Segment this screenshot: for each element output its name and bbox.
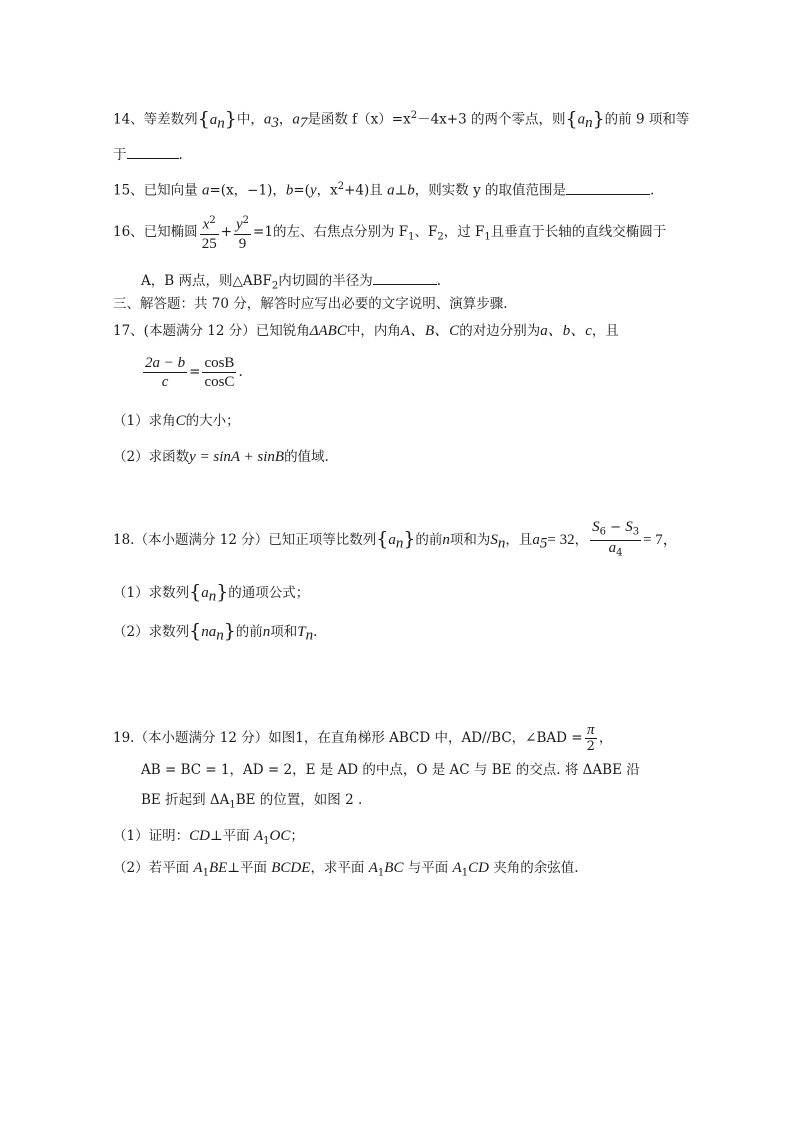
answer-blank-16[interactable] xyxy=(373,270,437,285)
q15-line: 15、已知向量 a=(x，−1)，b=(y，$x^2+4$)且 a⊥b，则实数 y 的取值范围是 . xyxy=(113,181,655,199)
q19-sub1: （1）证明：CD⊥平面 $A_1OC$； xyxy=(113,828,304,847)
q16-line1: 16、已知椭圆 $\frac{x^2}{25}$ + $\frac{y^2}{9}$ =1的左、右焦点分别为 $F_1$、$F_2$，过 $F_1$且垂直于长轴的直线交椭圆于 xyxy=(113,212,666,258)
ellipse-y-fraction: $\frac{y^2}{9}$ xyxy=(234,212,251,253)
answer-blank-14[interactable] xyxy=(127,144,179,159)
q19-sub2: （2）若平面 $A_1BE\perp$平面 BCDE，求平面 $A_1BC$ 与平面 $A_1CD$ 夹角的余弦值. xyxy=(113,860,579,879)
q18-line1: 18.（本小题满分 12 分）已知正项等比数列$\{a_n\}$的前n项和为$S_n$，且$a_5= 32$， $\frac{S_6 - S_3}{a_4}$ = 7， xyxy=(113,519,678,559)
ellipse-x-fraction: $\frac{x^2}{25}$ xyxy=(200,212,219,253)
section-heading: 三、解答题：共 70 分，解答时应写出必要的文字说明、演算步骤. xyxy=(113,296,508,312)
q17-sub2: （2）求函数y = sinA + sinB的值域. xyxy=(113,449,329,465)
q14-line2: 于 . xyxy=(113,144,183,165)
q19-line1: 19.（本小题满分 12 分）如图1，在直角梯形 ABCD 中，AD//BC，∠BAD = $\frac{\pi}{2}$ ， xyxy=(113,722,613,754)
q14-seq: $\{a_n\}$ xyxy=(197,107,237,132)
q19-line3: BE 折起到 $\Delta A_1BE$ 的位置，如图 2 . xyxy=(141,792,363,811)
q18-sub2: （2）求数列$\{na_n\}$的前n项和$T_n$. xyxy=(113,620,318,644)
q17-sub1: （1）求角C的大小； xyxy=(113,413,240,429)
q16-line2: A，B 两点，则$\triangle ABF_2$内切圆的半径为 . xyxy=(141,270,441,297)
q19-line2: AB = BC = 1，AD = 2，E 是 AD 的中点，O 是 AC 与 BE 的交点. 将 ΔABE 沿 xyxy=(141,762,640,778)
q17-formula: $\frac{2a - b}{c}$ = $\frac{\cos B}{\cos C}$ . xyxy=(145,355,243,390)
answer-blank-15[interactable] xyxy=(566,180,650,195)
q18-sub1: （1）求数列$\{a_n\}$的通项公式； xyxy=(113,581,310,605)
q14-line1: 14、等差数列$\{a_n\}$中，$a_3$，$a_7$是函数 $f(x)=x^2-4x+3$ 的两个零点，则$\{a_n\}$的前 9 项和等 xyxy=(113,107,690,132)
q14-text: 14、等差数列 xyxy=(113,111,198,128)
q17-line1: 17、(本题满分 12 分）已知锐角ΔABC中，内角A、B、C的对边分别为a、b、c，且 xyxy=(113,323,619,339)
